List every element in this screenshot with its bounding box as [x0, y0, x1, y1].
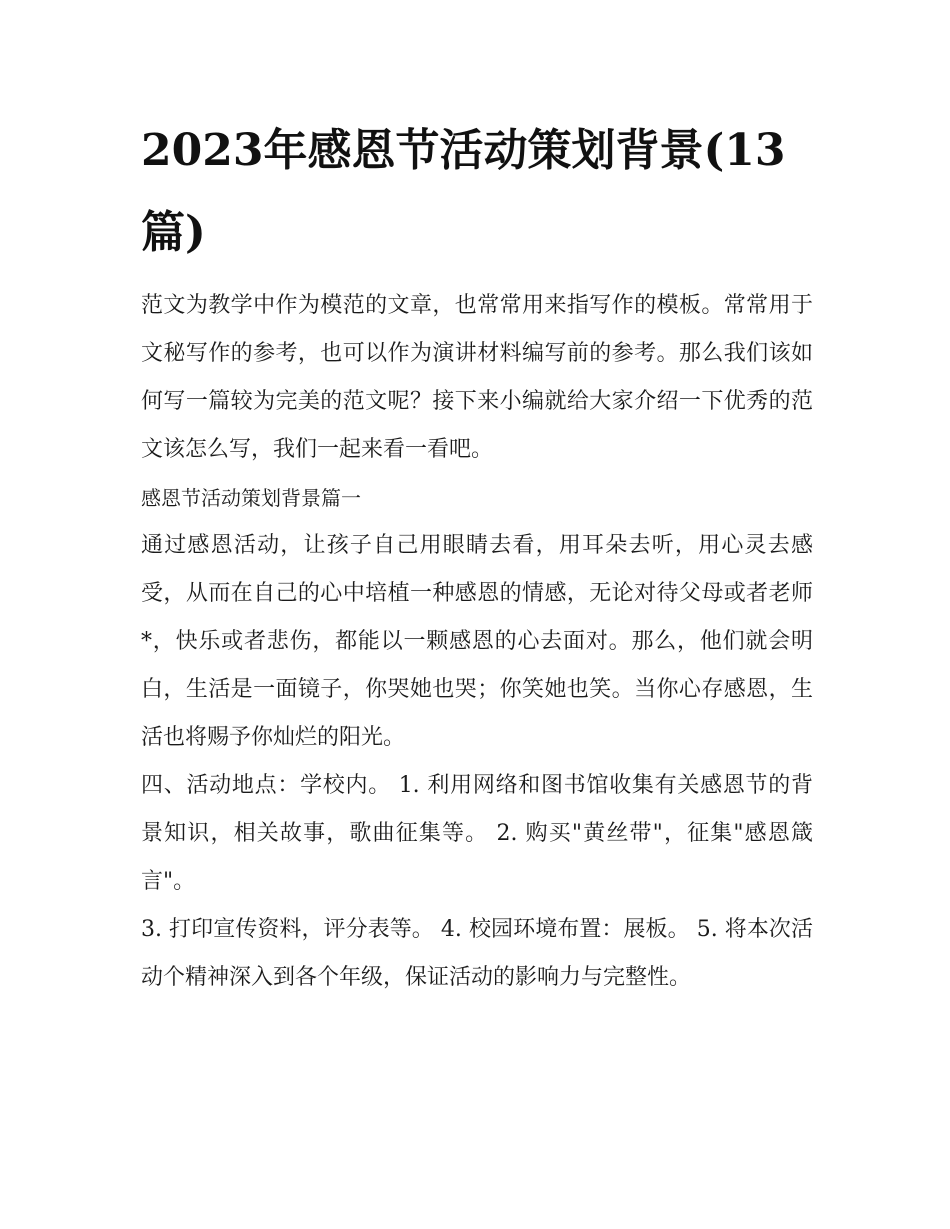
intro-paragraph: 范文为教学中作为模范的文章，也常常用来指写作的模板。常常用于文秘写作的参考，也可以作为演讲材料编写前的参考。那么我们该如何写一篇较为完美的范文呢？接下来小编就给大家介绍一下优秀的范文该怎么写，我们一起来看一看吧。: [141, 293, 813, 462]
body-paragraph-1: 通过感恩活动，让孩子自己用眼睛去看，用耳朵去听，用心灵去感受，从而在自己的心中培植一种感恩的情感，无论对待父母或者老师*，快乐或者悲伤，都能以一颗感恩的心去面对。那么，他们就会明白，生活是一面镜子，你哭她也哭；你笑她也笑。当你心存感恩，生活也将赐予你灿烂的阳光。: [141, 533, 813, 750]
body-paragraph-2: 四、活动地点：学校内。 1. 利用网络和图书馆收集有关感恩节的背景知识，相关故事，歌曲征集等。 2. 购买"黄丝带"，征集"感恩箴言"。: [141, 773, 813, 894]
document-title: 2023年感恩节活动策划背景(13篇): [141, 125, 786, 258]
body-paragraph-3: 3. 打印宣传资料，评分表等。 4. 校园环境布置：展板。 5. 将本次活动个精神深入到各个年级，保证活动的影响力与完整性。: [141, 917, 813, 990]
section-heading: 感恩节活动策划背景篇一: [141, 486, 361, 510]
document-page: [141, 110, 813, 1002]
